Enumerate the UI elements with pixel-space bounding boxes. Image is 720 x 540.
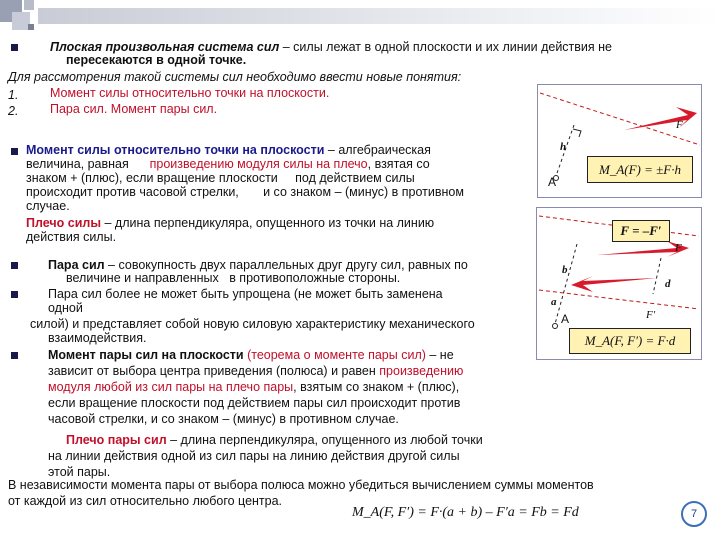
pair-moment-line-5: часовой стрелки, и со знаком – (минус) в противном случае. — [48, 412, 399, 426]
bullet-icon — [11, 291, 18, 298]
pair-more-line-4: взаимодействия. — [48, 331, 147, 345]
decor-square — [28, 24, 34, 30]
pair-moment-line-2: зависит от выбора центра приведения (полюса) и равен произведению — [48, 364, 464, 378]
moment-term: Момент силы относительно точки на плоскости — [26, 143, 325, 157]
independence-line-1: В независимости момента пары от выбора полюса можно убедиться вычислением суммы моментов — [8, 478, 594, 492]
pair-moment-line-4: если вращение плоскости под действием пары сил происходит против — [48, 396, 461, 410]
bullet-icon — [11, 352, 18, 359]
pair-arm-line-3: этой пары. — [48, 465, 111, 479]
arm-line-2: действия силы. — [26, 230, 117, 244]
point-label: A — [561, 312, 570, 326]
arm-label: h — [560, 141, 567, 153]
decor-band — [38, 8, 720, 24]
bullet-icon — [11, 148, 18, 155]
moment-line-2: величина, равная произведению модуля силы на плечо, взятая со — [26, 157, 430, 171]
formula-couple-equality: F = –F′ — [612, 220, 670, 242]
pair-moment-line-3: модуля любой из сил пары на плечо пары, взятым со знаком + (плюс), — [48, 380, 460, 394]
moment-line-1: Момент силы относительно точки на плоскости – алгебраическая — [26, 143, 431, 157]
force-arrow-icon — [624, 107, 697, 130]
bullet-icon — [11, 44, 18, 51]
force2-label: F′ — [646, 309, 656, 321]
decor-square — [24, 0, 34, 10]
intro-term: Плоская произвольная система сил — [50, 40, 280, 54]
numbered-item-2: Пара сил. Момент пары сил. — [50, 102, 218, 116]
arm-line-1: Плечо силы – длина перпендикуляра, опущенного из точки на линию — [26, 216, 435, 230]
pair-moment-line-1: Момент пары сил на плоскости (теорема о моменте пары сил) – не — [48, 348, 454, 362]
force-arrow-icon — [571, 276, 657, 292]
moment-line-5: случае. — [26, 199, 70, 213]
pair-more-line-2: одной — [48, 301, 83, 315]
pair-more-line-3: силой) и представляет собой новую силовую характеристику механического — [30, 317, 475, 331]
intro-need: Для рассмотрения такой системы сил необходимо ввести новые понятия: — [8, 70, 462, 84]
force-label: F — [675, 242, 682, 254]
d-label: d — [665, 278, 671, 290]
figure-moment-of-force — [537, 84, 702, 198]
pair-arm-term: Плечо пары сил — [66, 433, 167, 447]
pair-moment-term: Момент пары сил на плоскости — [48, 348, 244, 362]
arm-term: Плечо силы — [26, 216, 102, 230]
pair-line-2: величине и направленных в противоположные стороны. — [66, 271, 401, 285]
intro-line — [50, 40, 612, 54]
formula-couple-moment: M_A(F, F′) = F·d — [569, 328, 691, 354]
page-number: 7 — [681, 501, 707, 527]
b-label: b — [562, 264, 568, 276]
formula-moment: M_A(F) = ±F·h — [587, 156, 693, 183]
figure-couple — [536, 207, 702, 360]
numbered-item-1: Момент силы относительно точки на плоскости. — [50, 86, 330, 100]
bullet-icon — [11, 262, 18, 269]
force-label: F — [676, 119, 683, 131]
pair-more-line-1: Пара сил более не может быть упрощена (не может быть заменена — [48, 287, 443, 301]
point-label: A — [548, 175, 557, 189]
intro-rest: – силы лежат в одной плоскости и их линии действия не — [279, 40, 612, 54]
moment-line-4: происходит против часовой стрелки, и со знаком – (минус) в противном — [26, 185, 464, 199]
independence-line-2: от каждой из сил относительно любого центра. — [8, 494, 283, 508]
pair-arm-line-1: Плечо пары сил – длина перпендикуляра, опущенного из любой точки — [66, 433, 483, 447]
pair-line-1: Пара сил – совокупность двух параллельных друг другу сил, равных по — [48, 258, 468, 272]
pair-term: Пара сил — [48, 258, 105, 272]
intro-line-2: пересекаются в одной точке. — [66, 53, 247, 67]
a-label: a — [551, 296, 557, 308]
numbered-index-1: 1. — [8, 88, 19, 102]
numbered-index-2: 2. — [8, 104, 19, 118]
pair-arm-line-2: на линии действия одной из сил пары на линию действия другой силы — [48, 449, 460, 463]
point-icon — [553, 324, 558, 329]
bottom-formula: M_A(F, F′) = F·(a + b) – F′a = Fb = Fd — [352, 505, 579, 520]
moment-line-3: знаком + (плюс), если вращение плоскости под действием силы — [26, 171, 415, 185]
